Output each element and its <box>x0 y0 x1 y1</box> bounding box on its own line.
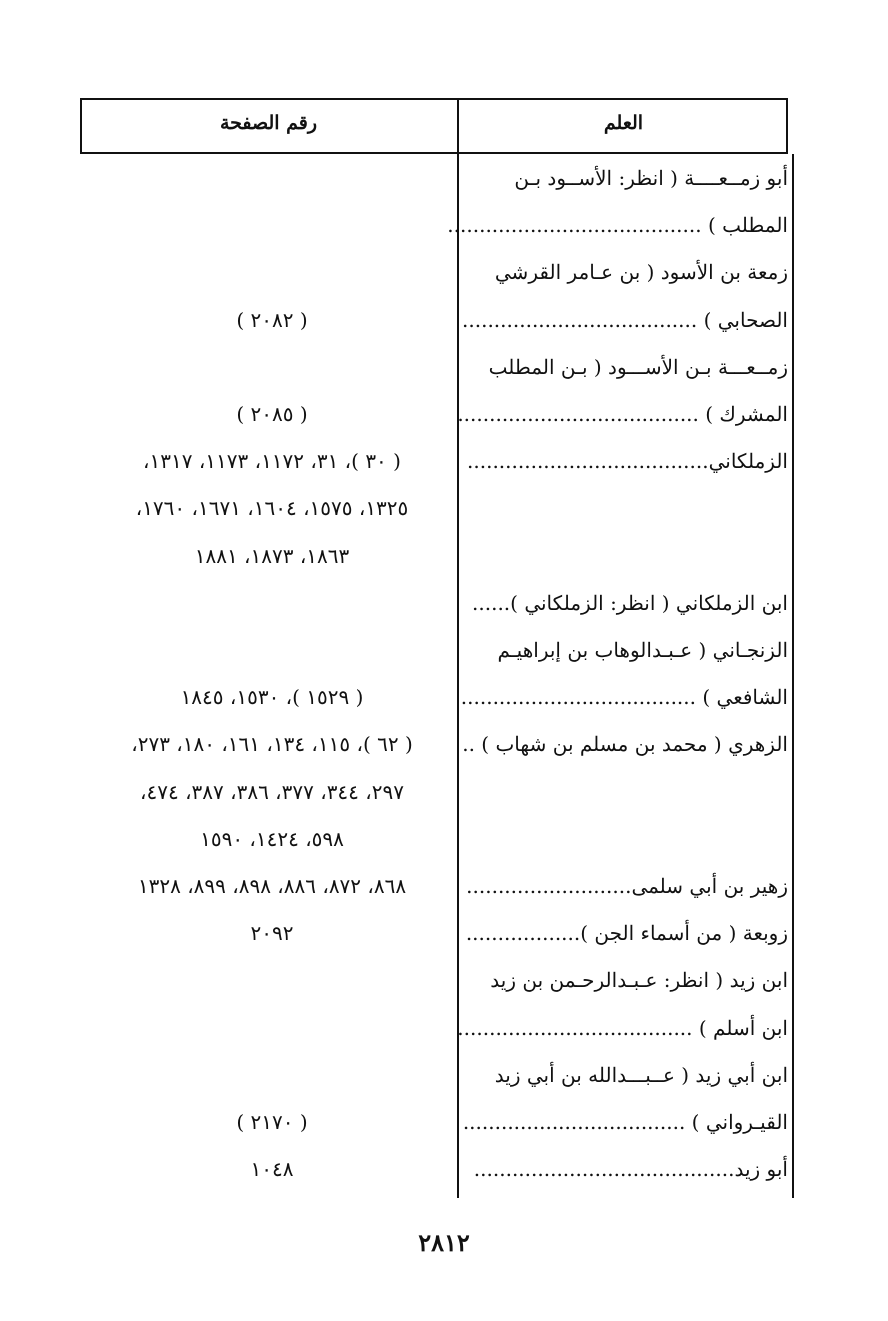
index-entry-pages: ١٨٦٣، ١٨٧٣، ١٨٨١ <box>194 544 350 568</box>
index-entry-pages: ( ٦٢ )، ١١٥، ١٣٤، ١٦١، ١٨٠، ٢٧٣، <box>131 732 413 756</box>
index-entry-name: الزهري ( محمد بن مسلم بن شهاب ) .. <box>462 732 788 756</box>
index-entry-name: الشافعي ) ..................................... <box>460 685 788 709</box>
index-entry-pages: ( ٣٠ )، ٣١، ١١٧٢، ١١٧٣، ١٣١٧، <box>143 449 401 473</box>
index-entry-name: ابن الزملكاني ( انظر: الزملكاني )...... <box>472 591 788 615</box>
header-bottom-border <box>80 152 788 154</box>
index-entry-pages: ١٣٢٥، ١٥٧٥، ١٦٠٤، ١٦٧١، ١٧٦٠، <box>135 496 409 520</box>
index-entry-name: أبو زيد......................................... <box>473 1157 788 1181</box>
page-number: ٢٨١٢ <box>418 1228 470 1257</box>
index-entry-pages: ٨٦٨، ٨٧٢، ٨٨٦، ٨٩٨، ٨٩٩، ١٣٢٨ <box>137 874 407 898</box>
index-entry-name: أبو زمــعــــة ( انظر: الأســود بـن <box>514 166 788 190</box>
index-entry-name: ابن زيد ( انظر: عـبـدالرحـمن بن زيد <box>490 968 788 992</box>
index-entry-name: ابن أسلم ) ..................................... <box>457 1016 788 1040</box>
index-entry-name: المشرك ) ...................................... <box>457 402 788 426</box>
right-body-border <box>792 154 794 1198</box>
index-entry-name: زهير بن أبي سلمى.......................... <box>466 874 788 898</box>
index-entry-pages: ( ٢١٧٠ ) <box>236 1110 308 1134</box>
index-entry-name: القيـرواني ) ................................... <box>462 1110 788 1134</box>
table-top-border <box>80 98 788 100</box>
index-entry-name: ابن أبي زيد ( عــبـــدالله بن أبي زيد <box>494 1063 788 1087</box>
index-entry-pages: ( ٢٠٨٢ ) <box>236 308 308 332</box>
index-entry-pages: ٢٠٩٢ <box>250 921 294 945</box>
index-entry-pages: ٥٩٨، ١٤٢٤، ١٥٩٠ <box>200 827 344 851</box>
page-column-header: رقم الصفحة <box>219 112 318 134</box>
index-entry-name: زوبعة ( من أسماء الجن ).................. <box>465 921 788 945</box>
index-entry-name: الزملكاني...................................... <box>467 449 788 473</box>
index-entry-name: زمعة بن الأسود ( بن عـامر القرشي <box>494 260 788 284</box>
index-entry-name: الصحابي ) ..................................... <box>462 308 788 332</box>
index-entry-name: الزنجـاني ( عـبـدالوهاب بن إبراهيـم <box>497 638 788 662</box>
index-entry-name: زمــعـــة بـن الأســـود ( بـن المطلب <box>488 355 788 379</box>
index-entry-pages: ( ١٥٢٩ )، ١٥٣٠، ١٨٤٥ <box>180 685 364 709</box>
index-entry-pages: ( ٢٠٨٥ ) <box>236 402 308 426</box>
index-entry-pages: ١٠٤٨ <box>250 1157 294 1181</box>
name-column-header: العلم <box>603 112 644 134</box>
index-entry-pages: ٢٩٧، ٣٤٤، ٣٧٧، ٣٨٦، ٣٨٧، ٤٧٤، <box>140 780 404 804</box>
index-entry-name: المطلب ) ........................................ <box>447 213 788 237</box>
